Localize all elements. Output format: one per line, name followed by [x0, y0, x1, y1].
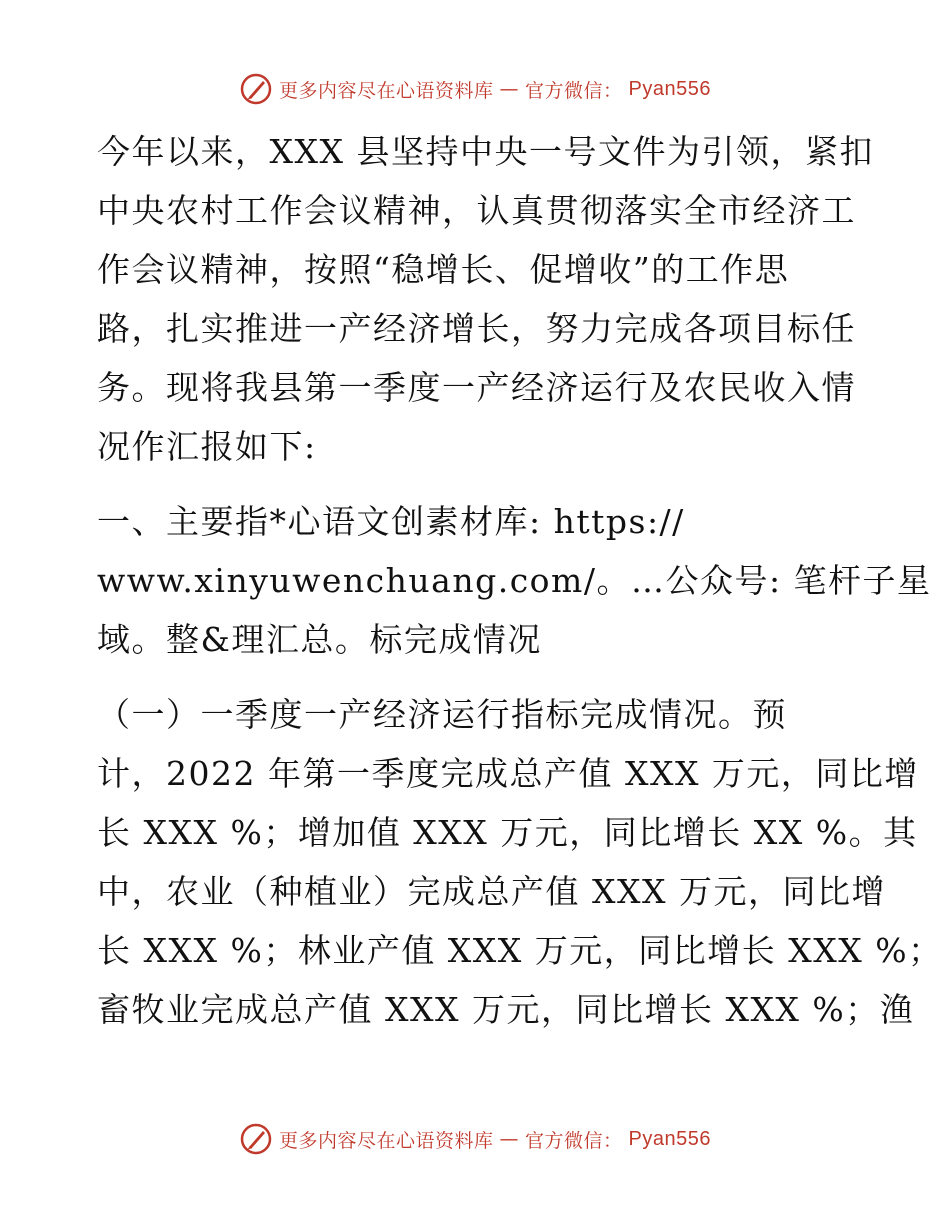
text-line: 中，农业（种植业）完成总产值 XXX 万元，同比增: [97, 872, 886, 911]
watermark-separator: —: [499, 78, 520, 100]
text-line: 长 XXX %；林业产值 XXX 万元，同比增长 XXX %；: [97, 931, 943, 970]
watermark-wechat-id: Pyan556: [628, 1127, 711, 1150]
text-line: （一）一季度一产经济运行指标完成情况。预: [97, 695, 787, 734]
watermark-wechat-label: 官方微信：: [525, 1129, 623, 1152]
text-line: 计，2022 年第一季度完成总产值 XXX 万元，同比增: [97, 754, 919, 793]
watermark-brand-text: 更多内容尽在心语资料库: [279, 79, 494, 102]
text-line: 一、主要指*心语文创素材库: https://: [97, 502, 685, 541]
watermark-wechat-id: Pyan556: [628, 77, 711, 100]
section-heading: [97, 492, 932, 669]
text-line: 务。现将我县第一季度一产经济运行及农民收入情: [97, 368, 856, 407]
watermark-brand-text: 更多内容尽在心语资料库: [279, 1129, 494, 1152]
text-line: 今年以来，XXX 县坚持中央一号文件为引领，紧扣: [97, 132, 874, 171]
text-line: 路，扎实推进一产经济增长，努力完成各项目标任: [97, 309, 856, 348]
footer-watermark-banner: [0, 1122, 950, 1156]
quill-pen-logo-icon: [239, 1122, 273, 1156]
watermark-wechat-label: 官方微信：: [525, 79, 623, 102]
text-line: 作会议精神，按照“稳增长、促增收”的工作思: [97, 250, 790, 289]
text-line: www.xinyuwenchuang.com/。…公众号: 笔杆子星: [97, 561, 932, 600]
text-line: 况作汇报如下:: [97, 427, 317, 466]
document-body: [97, 122, 943, 1039]
quill-pen-logo-icon: [239, 72, 273, 106]
subsection-paragraph: [97, 685, 943, 1039]
watermark-separator: —: [499, 1128, 520, 1150]
header-watermark-banner: [0, 72, 950, 106]
text-line: 畜牧业完成总产值 XXX 万元，同比增长 XXX %；渔: [97, 990, 915, 1029]
intro-paragraph: [97, 122, 874, 476]
text-line: 中央农村工作会议精神，认真贯彻落实全市经济工: [97, 191, 856, 230]
text-line: 域。整&理汇总。标完成情况: [97, 620, 542, 659]
text-line: 长 XXX %；增加值 XXX 万元，同比增长 XX %。其: [97, 813, 918, 852]
